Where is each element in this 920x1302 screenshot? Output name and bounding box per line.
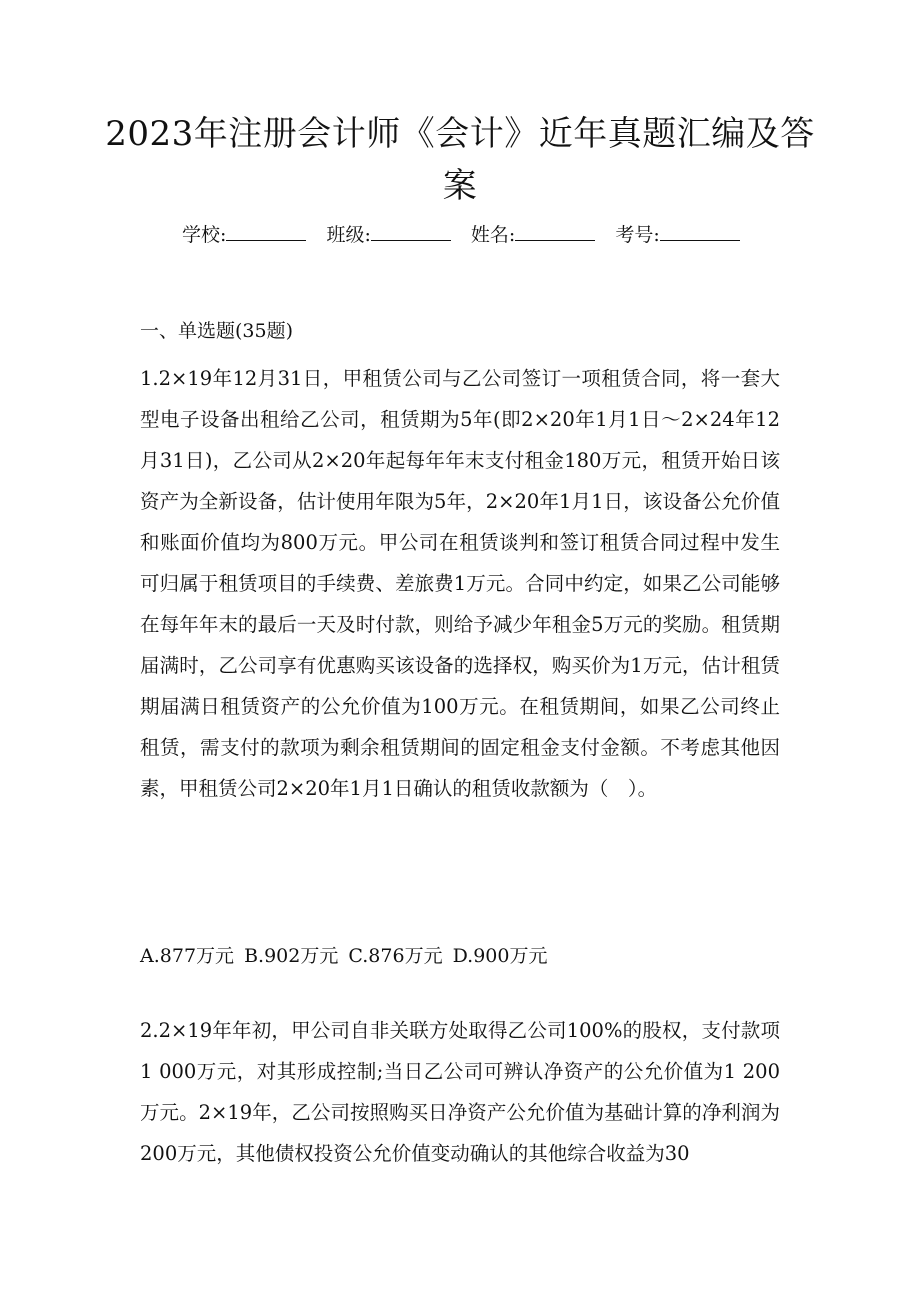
info-label: 姓名: bbox=[470, 224, 516, 246]
student-info-row bbox=[182, 220, 754, 250]
info-label: 班级: bbox=[326, 224, 371, 246]
option-a: A.877万元 bbox=[140, 945, 235, 967]
document-title: 2023年注册会计师《会计》近年真题汇编及答案 bbox=[105, 114, 815, 206]
info-label: 考号: bbox=[615, 224, 660, 246]
info-label: 学校: bbox=[182, 224, 227, 246]
fill-blank bbox=[515, 220, 595, 241]
option-c: C.876万元 bbox=[348, 945, 443, 967]
question-2-text: 2.2×19年年初，甲公司自非关联方处取得乙公司100%的股权，支付款项1 000万元，对其形成控制;当日乙公司可辨认净资产的公允价值为1 200万元。2×19年，乙公司按照购买日净资产公允价值为基础计算的净利润为200万元，其他债权投资公允价值变动确认的其他综合收益为30 bbox=[140, 1019, 780, 1165]
section-heading: 一、单选题(35题) bbox=[140, 320, 294, 342]
fill-blank bbox=[226, 220, 306, 241]
info-field-school bbox=[182, 224, 306, 246]
info-field-name bbox=[471, 224, 595, 246]
question-1-options bbox=[140, 938, 552, 974]
option-b: B.902万元 bbox=[244, 945, 339, 967]
fill-blank bbox=[371, 220, 451, 241]
fill-blank bbox=[660, 220, 740, 241]
question-1-text: 1.2×19年12月31日，甲租赁公司与乙公司签订一项租赁合同，将一套大型电子设备出租给乙公司，租赁期为5年(即2×20年1月1日～2×24年12月31日)，乙公司从2×20年起每年年末支付租金180万元，租赁开始日该资产为全新设备，估计使用年限为5年，2×20年1月1日，该设备公允价值和账面价值均为800万元。甲公司在租赁谈判和签订租赁合同过程中发生可归属于租赁项目的手续费、差旅费1万元。合同中约定，如果乙公司能够在每年年末的最后一天及时付款，则给予减少年租金5万元的奖励。租赁期届满时，乙公司享有优惠购买该设备的选择权，购买价为1万元，估计租赁期届满日租赁资产的公允价值为100万元。在租赁期间，如果乙公司终止租赁，需支付的款项为剩余租赁期间的固定租金支付金额。不考虑其他因素，甲租赁公司2×20年1月1日确认的租赁收款额为（ ）。 bbox=[140, 367, 780, 800]
info-field-exam-number bbox=[615, 224, 739, 246]
info-field-class bbox=[326, 224, 450, 246]
option-d: D.900万元 bbox=[452, 945, 548, 967]
